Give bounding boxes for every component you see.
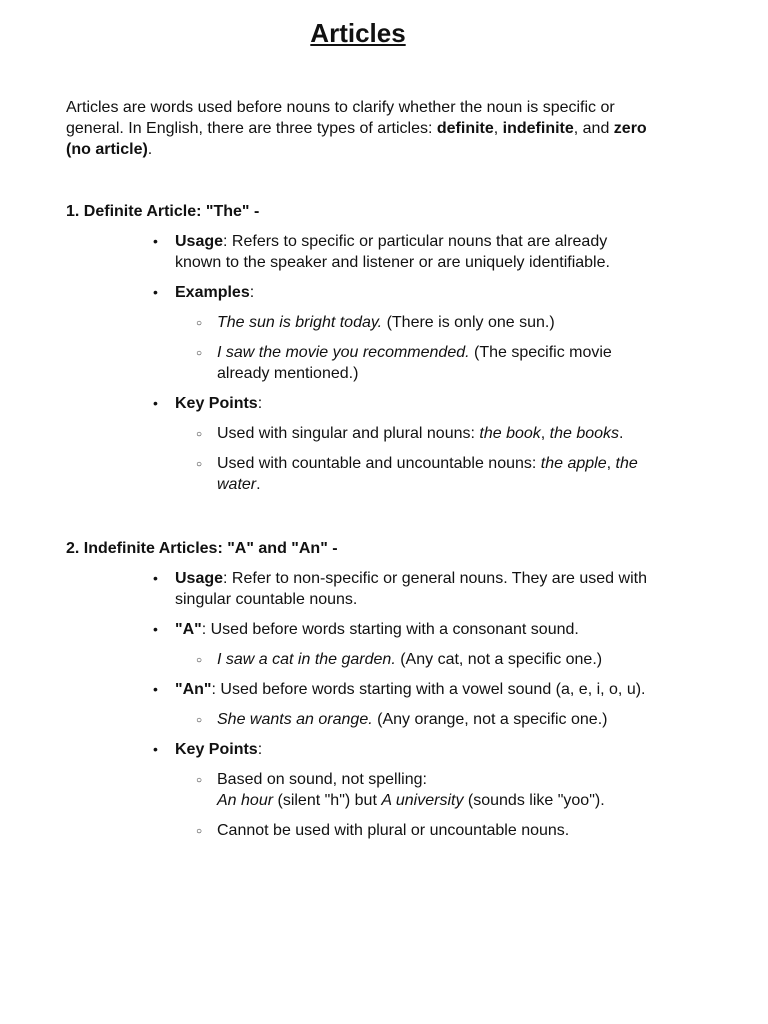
an-examples-sublist (175, 709, 650, 730)
usage-text: : Refer to non-specific or general nouns. They are used with singular countable nouns. (175, 570, 647, 608)
intro-definite: definite (436, 120, 494, 137)
section-1-heading: 1. Definite Article: "The" - (66, 203, 260, 220)
colon: : (257, 395, 263, 412)
key-point-italic: An hour (217, 792, 274, 809)
key-points-label: Key Points (175, 741, 258, 758)
examples-sublist (175, 312, 650, 384)
separator: , (606, 455, 616, 472)
usage-label: Usage (175, 570, 224, 587)
key-point-text: Used with countable and uncountable nouns: (217, 455, 541, 472)
list-item (175, 423, 650, 444)
example-text: (There is only one sun.) (382, 314, 555, 331)
intro-text-3: , and (573, 120, 614, 137)
a-examples-sublist (175, 649, 650, 670)
section-1-list (150, 231, 650, 504)
page-title: Articles (310, 18, 406, 48)
list-item (150, 393, 650, 495)
example-italic: I saw a cat in the garden. (217, 651, 396, 668)
list-item (150, 231, 650, 273)
key-points-sublist (175, 423, 650, 495)
list-item (175, 820, 650, 841)
key-points-sublist (175, 769, 650, 841)
colon: : (249, 284, 255, 301)
key-point-text: Used with singular and plural nouns: (217, 425, 480, 442)
intro-text-1: Articles are words used before nouns to clarify whether the noun is specific or general. In English, there are three types of articles: (66, 99, 615, 137)
period: . (256, 476, 261, 493)
list-item (150, 568, 650, 610)
a-text: : Used before words starting with a consonant sound. (201, 621, 579, 638)
examples-label: Examples (175, 284, 250, 301)
list-item (175, 649, 650, 670)
list-item (175, 453, 650, 495)
section-2-heading: 2. Indefinite Articles: "A" and "An" - (66, 540, 338, 557)
list-item (150, 739, 650, 841)
key-points-label: Key Points (175, 395, 258, 412)
key-point-italic: the water (217, 455, 638, 493)
example-italic: The sun is bright today. (217, 314, 383, 331)
example-text: (Any cat, not a specific one.) (395, 651, 603, 668)
list-item (175, 342, 650, 384)
key-point-italic: the book (479, 425, 541, 442)
a-label: "A" (175, 621, 202, 638)
key-point-italic: A university (381, 792, 464, 809)
usage-label: Usage (175, 233, 224, 250)
an-text: : Used before words starting with a vowel sound (a, e, i, o, u). (211, 681, 646, 698)
intro-paragraph (66, 97, 666, 160)
colon: : (257, 741, 263, 758)
example-text: (Any orange, not a specific one.) (372, 711, 608, 728)
usage-text: : Refers to specific or particular nouns that are already known to the speaker and listener or are uniquely identifiable. (175, 233, 610, 271)
key-point-text: (sounds like "yoo"). (463, 792, 605, 809)
key-point-italic: the apple (540, 455, 607, 472)
intro-text-2: , (493, 120, 503, 137)
example-italic: She wants an orange. (217, 711, 373, 728)
key-point-text: Based on sound, not spelling: (217, 771, 427, 788)
list-item (150, 619, 650, 670)
key-point-italic: the books (549, 425, 620, 442)
list-item (175, 769, 650, 811)
example-italic: I saw the movie you recommended. (217, 344, 470, 361)
key-point-text: (silent "h") but (273, 792, 382, 809)
separator: , (540, 425, 550, 442)
intro-zero: zero (no article) (66, 120, 647, 158)
list-item (150, 679, 650, 730)
section-2-list (150, 568, 650, 850)
period: . (619, 425, 624, 442)
intro-text-4: . (147, 141, 153, 158)
example-text: (The specific movie already mentioned.) (217, 344, 612, 382)
intro-indefinite: indefinite (502, 120, 574, 137)
list-item (175, 312, 650, 333)
an-label: "An" (175, 681, 212, 698)
list-item (150, 282, 650, 384)
list-item (175, 709, 650, 730)
key-point-text: Cannot be used with plural or uncountable nouns. (217, 822, 570, 839)
